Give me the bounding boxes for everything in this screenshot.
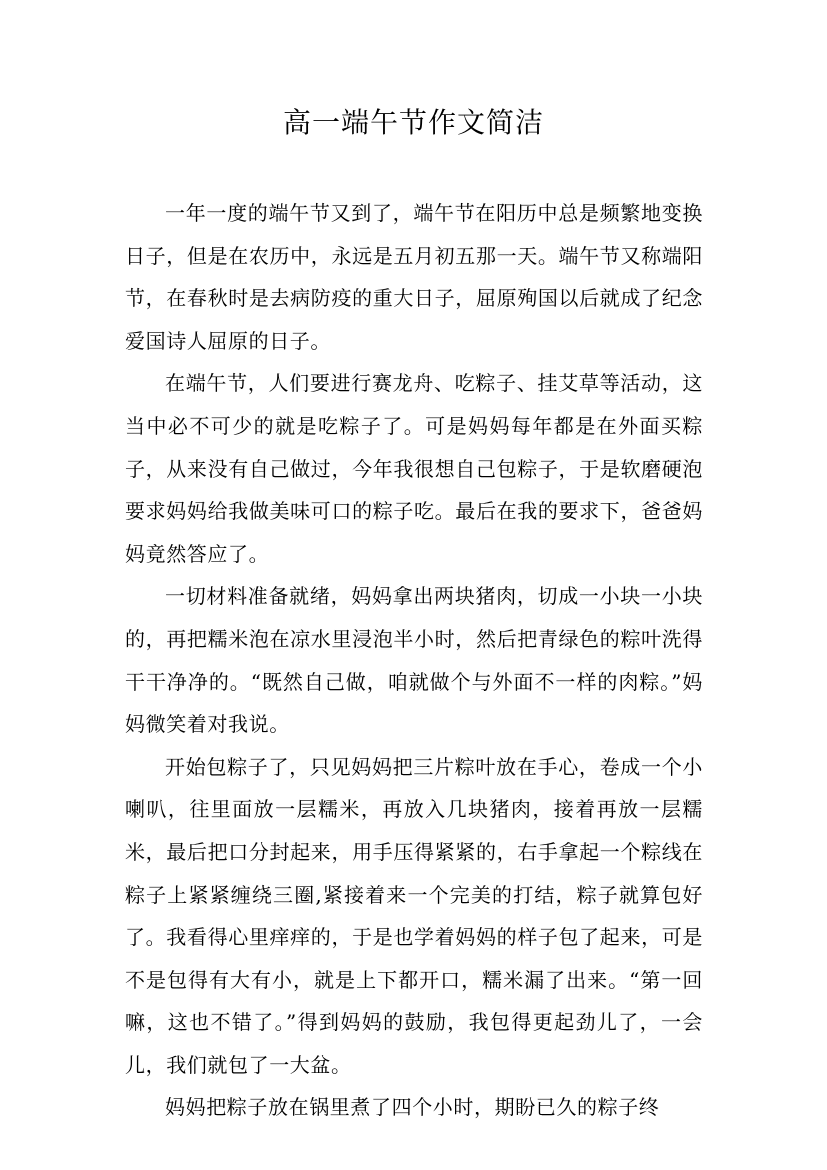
paragraph-4: 开始包粽子了，只见妈妈把三片粽叶放在手心，卷成一个小喇叭，往里面放一层糯米，再放入几块猪肉，接着再放一层糯米，最后把口分封起来，用手压得紧紧的，右手拿起一个粽线在粽子上紧紧缠绕三圈,紧接着来一个完美的打结，粽子就算包好了。我看得心里痒痒的，于是也学着妈妈的样子包了起来，可是不是包得有大有小，就是上下都开口，糯米漏了出来。“第一回嘛，这也不错了。”得到妈妈的鼓励，我包得更起劲儿了，一会儿，我们就包了一大盆。 [125, 754, 703, 1077]
paragraph-3: 一切材料准备就绪，妈妈拿出两块猪肉，切成一小块一小块的，再把糯米泡在凉水里浸泡半小时，然后把青绿色的粽叶洗得干干净净的。“既然自己做，咱就做个与外面不一样的肉粽。”妈妈微笑着对我说。 [125, 584, 703, 737]
paragraph-5: 妈妈把粽子放在锅里煮了四个小时，期盼已久的粽子终 [165, 1095, 660, 1120]
paragraph-1: 一年一度的端午节又到了，端午节在阳历中总是频繁地变换日子，但是在农历中，永远是五月初五那一天。端午节又称端阳节，在春秋时是去病防疫的重大日子，屈原殉国以后就成了纪念爱国诗人屈原的日子。 [125, 201, 703, 353]
essay-body [125, 192, 703, 1129]
page-title: 高一端午节作文简洁 [282, 106, 544, 139]
paragraph-2: 在端午节，人们要进行赛龙舟、吃粽子、挂艾草等活动，这当中必不可少的就是吃粽子了。可是妈妈每年都是在外面买粽子，从来没有自己做过，今年我很想自己包粽子，于是软磨硬泡要求妈妈给我做美味可口的粽子吃。最后在我的要求下，爸爸妈妈竟然答应了。 [125, 371, 703, 566]
